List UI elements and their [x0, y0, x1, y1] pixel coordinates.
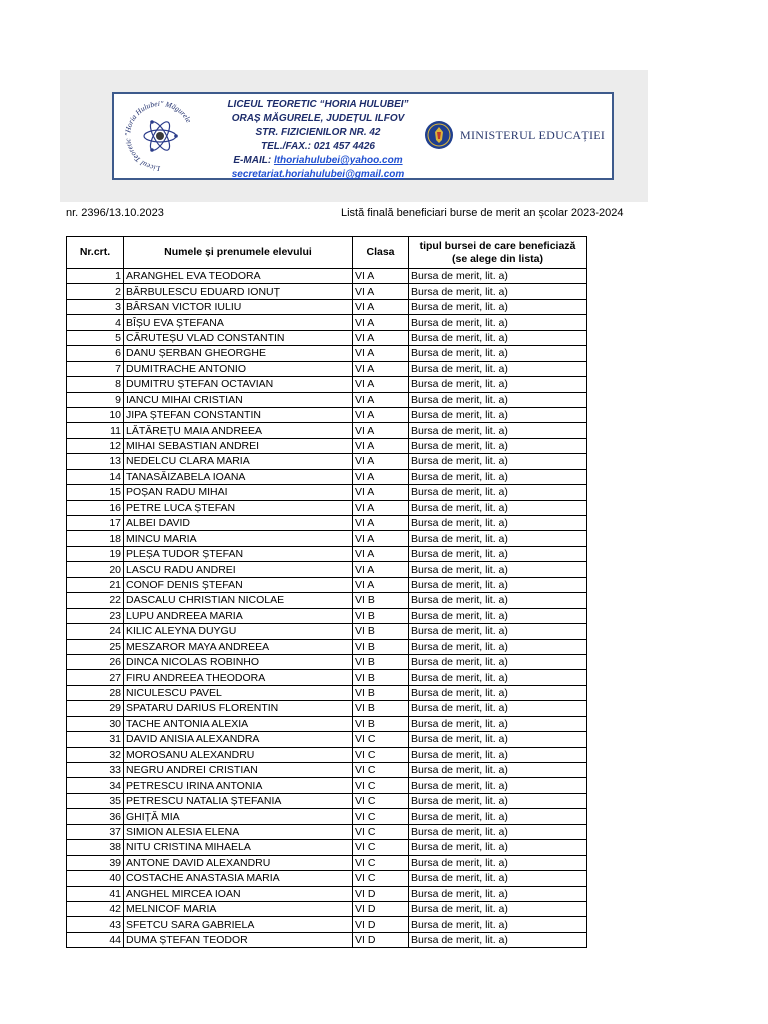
row-number: 34	[67, 778, 124, 793]
table-row	[67, 701, 587, 716]
row-number: 31	[67, 732, 124, 747]
table-row	[67, 654, 587, 669]
scholarship-type: Bursa de merit, lit. a)	[409, 809, 587, 824]
table-row	[67, 407, 587, 422]
row-number: 22	[67, 593, 124, 608]
scholarship-type: Bursa de merit, lit. a)	[409, 778, 587, 793]
school-city: ORAȘ MĂGURELE, JUDEȚUL ILFOV	[231, 113, 405, 124]
student-name: JIPA ȘTEFAN CONSTANTIN	[124, 407, 353, 422]
student-name: IANCU MIHAI CRISTIAN	[124, 392, 353, 407]
student-class: VI A	[353, 299, 409, 314]
header-type-line2: (se alege din lista)	[451, 252, 544, 265]
scholarship-type: Bursa de merit, lit. a)	[409, 685, 587, 700]
row-number: 41	[67, 886, 124, 901]
scholarship-type: Bursa de merit, lit. a)	[409, 454, 587, 469]
table-row	[67, 716, 587, 731]
scholarship-type: Bursa de merit, lit. a)	[409, 793, 587, 808]
student-name: TACHE ANTONIA ALEXIA	[124, 716, 353, 731]
table-row	[67, 392, 587, 407]
student-class: VI C	[353, 732, 409, 747]
student-name: SPATARU DARIUS FLORENTIN	[124, 701, 353, 716]
scholarship-type: Bursa de merit, lit. a)	[409, 392, 587, 407]
header-scholarship-type	[409, 237, 587, 269]
student-name: BÂRSAN VICTOR IULIU	[124, 299, 353, 314]
row-number: 26	[67, 654, 124, 669]
table-body	[67, 269, 587, 948]
student-class: VI B	[353, 593, 409, 608]
scholarship-type: Bursa de merit, lit. a)	[409, 269, 587, 284]
table-row	[67, 608, 587, 623]
student-class: VI A	[353, 516, 409, 531]
document-number: nr. 2396/13.10.2023	[66, 207, 164, 219]
table-row	[67, 346, 587, 361]
student-class: VI B	[353, 701, 409, 716]
student-name: MOROSANU ALEXANDRU	[124, 747, 353, 762]
student-class: VI B	[353, 654, 409, 669]
atom-logo-icon	[118, 96, 202, 176]
row-number: 17	[67, 516, 124, 531]
scholarship-type: Bursa de merit, lit. a)	[409, 423, 587, 438]
student-class: VI B	[353, 624, 409, 639]
email-line	[218, 154, 418, 168]
row-number: 42	[67, 901, 124, 916]
student-class: VI A	[353, 377, 409, 392]
table-row	[67, 562, 587, 577]
scholarship-type: Bursa de merit, lit. a)	[409, 840, 587, 855]
scholarship-type: Bursa de merit, lit. a)	[409, 315, 587, 330]
header-class: Clasa	[353, 237, 409, 269]
row-number: 13	[67, 454, 124, 469]
scholarship-type: Bursa de merit, lit. a)	[409, 546, 587, 561]
scholarship-type: Bursa de merit, lit. a)	[409, 361, 587, 376]
student-class: VI A	[353, 361, 409, 376]
scholarship-type: Bursa de merit, lit. a)	[409, 485, 587, 500]
row-number: 37	[67, 824, 124, 839]
row-number: 19	[67, 546, 124, 561]
student-class: VI D	[353, 901, 409, 916]
student-class: VI C	[353, 871, 409, 886]
student-class: VI D	[353, 932, 409, 947]
scholarship-type: Bursa de merit, lit. a)	[409, 500, 587, 515]
student-class: VI A	[353, 531, 409, 546]
student-name: FIRU ANDREEA THEODORA	[124, 670, 353, 685]
student-name: DINCA NICOLAS ROBINHO	[124, 654, 353, 669]
student-class: VI C	[353, 747, 409, 762]
table-row	[67, 593, 587, 608]
scholarship-type: Bursa de merit, lit. a)	[409, 516, 587, 531]
row-number: 16	[67, 500, 124, 515]
scholarship-type: Bursa de merit, lit. a)	[409, 654, 587, 669]
student-class: VI C	[353, 778, 409, 793]
row-number: 21	[67, 577, 124, 592]
table-row	[67, 516, 587, 531]
row-number: 23	[67, 608, 124, 623]
table-row	[67, 330, 587, 345]
student-class: VI A	[353, 407, 409, 422]
student-class: VI B	[353, 685, 409, 700]
row-number: 44	[67, 932, 124, 947]
row-number: 24	[67, 624, 124, 639]
student-class: VI D	[353, 886, 409, 901]
row-number: 40	[67, 871, 124, 886]
student-name: DUMITRACHE ANTONIO	[124, 361, 353, 376]
student-class: VI C	[353, 809, 409, 824]
student-name: MINCU MARIA	[124, 531, 353, 546]
row-number: 25	[67, 639, 124, 654]
table-row	[67, 747, 587, 762]
student-class: VI C	[353, 824, 409, 839]
student-class: VI B	[353, 608, 409, 623]
svg-text:Liceul Teoretic "Horia Hulubei: Liceul Teoretic "Horia Hulubei" Măgurele	[123, 98, 194, 174]
table-row	[67, 886, 587, 901]
school-phone: TEL./FAX.: 021 457 4426	[261, 141, 375, 152]
student-class: VI A	[353, 346, 409, 361]
student-class: VI A	[353, 392, 409, 407]
ministry-logo	[424, 120, 605, 150]
scholarship-type: Bursa de merit, lit. a)	[409, 577, 587, 592]
row-number: 30	[67, 716, 124, 731]
table-row	[67, 685, 587, 700]
table-row	[67, 917, 587, 932]
scholarship-type: Bursa de merit, lit. a)	[409, 716, 587, 731]
student-name: PLEȘA TUDOR ȘTEFAN	[124, 546, 353, 561]
row-number: 7	[67, 361, 124, 376]
letterhead	[112, 92, 614, 180]
student-class: VI B	[353, 716, 409, 731]
scholarship-type: Bursa de merit, lit. a)	[409, 901, 587, 916]
row-number: 28	[67, 685, 124, 700]
scholarship-type: Bursa de merit, lit. a)	[409, 886, 587, 901]
row-number: 32	[67, 747, 124, 762]
student-name: MESZAROR MAYA ANDREEA	[124, 639, 353, 654]
table-row	[67, 855, 587, 870]
student-name: DUMA ȘTEFAN TEODOR	[124, 932, 353, 947]
table-row	[67, 932, 587, 947]
student-class: VI A	[353, 577, 409, 592]
student-class: VI A	[353, 469, 409, 484]
student-name: NITU CRISTINA MIHAELA	[124, 840, 353, 855]
student-class: VI A	[353, 485, 409, 500]
table-row	[67, 531, 587, 546]
scholarship-type: Bursa de merit, lit. a)	[409, 747, 587, 762]
row-number: 5	[67, 330, 124, 345]
table-row	[67, 377, 587, 392]
student-class: VI C	[353, 855, 409, 870]
student-class: VI A	[353, 438, 409, 453]
student-name: ANTONE DAVID ALEXANDRU	[124, 855, 353, 870]
student-name: NEDELCU CLARA MARIA	[124, 454, 353, 469]
row-number: 6	[67, 346, 124, 361]
scholarship-type: Bursa de merit, lit. a)	[409, 855, 587, 870]
scholarship-type: Bursa de merit, lit. a)	[409, 824, 587, 839]
row-number: 1	[67, 269, 124, 284]
student-class: VI C	[353, 840, 409, 855]
student-name: ANGHEL MIRCEA IOAN	[124, 886, 353, 901]
student-name: KILIC ALEYNA DUYGU	[124, 624, 353, 639]
ministry-crest-icon	[424, 120, 454, 150]
table-row	[67, 269, 587, 284]
scholarship-type: Bursa de merit, lit. a)	[409, 346, 587, 361]
school-logo	[118, 96, 202, 176]
table-row	[67, 577, 587, 592]
table-row	[67, 438, 587, 453]
row-number: 8	[67, 377, 124, 392]
table-row	[67, 546, 587, 561]
student-name: LASCU RADU ANDREI	[124, 562, 353, 577]
scholarship-type: Bursa de merit, lit. a)	[409, 871, 587, 886]
student-name: LĂTĂREȚU MAIA ANDREEA	[124, 423, 353, 438]
table-header-row	[67, 237, 587, 269]
student-name: CONOF DENIS ȘTEFAN	[124, 577, 353, 592]
table-row	[67, 624, 587, 639]
row-number: 9	[67, 392, 124, 407]
ministry-name: MINISTERUL EDUCAȚIEI	[460, 127, 606, 142]
scholarship-type: Bursa de merit, lit. a)	[409, 701, 587, 716]
scholarship-type: Bursa de merit, lit. a)	[409, 639, 587, 654]
scholarship-type: Bursa de merit, lit. a)	[409, 917, 587, 932]
student-class: VI A	[353, 454, 409, 469]
table-row	[67, 763, 587, 778]
table-row	[67, 901, 587, 916]
scholarship-type: Bursa de merit, lit. a)	[409, 593, 587, 608]
student-name: PETRESCU NATALIA ȘTEFANIA	[124, 793, 353, 808]
student-name: SFETCU SARA GABRIELA	[124, 917, 353, 932]
table-row	[67, 299, 587, 314]
student-class: VI A	[353, 562, 409, 577]
school-name: LICEUL TEORETIC “HORIA HULUBEI”	[227, 99, 409, 110]
student-name: LUPU ANDREEA MARIA	[124, 608, 353, 623]
table-row	[67, 824, 587, 839]
table-row	[67, 284, 587, 299]
row-number: 11	[67, 423, 124, 438]
student-name: GHIȚĂ MIA	[124, 809, 353, 824]
student-class: VI A	[353, 284, 409, 299]
scholarship-type: Bursa de merit, lit. a)	[409, 330, 587, 345]
email-link-gmail[interactable]: secretariat.horiahulubei@gmail.com	[231, 169, 405, 180]
student-name: CĂRUTEȘU VLAD CONSTANTIN	[124, 330, 353, 345]
row-number: 3	[67, 299, 124, 314]
scholarship-type: Bursa de merit, lit. a)	[409, 407, 587, 422]
scholarship-type: Bursa de merit, lit. a)	[409, 469, 587, 484]
email-label: E-MAIL:	[233, 155, 274, 166]
school-street: STR. FIZICIENILOR NR. 42	[255, 127, 381, 138]
scholarship-type: Bursa de merit, lit. a)	[409, 732, 587, 747]
student-name: PETRE LUCA ȘTEFAN	[124, 500, 353, 515]
student-name: SIMION ALESIA ELENA	[124, 824, 353, 839]
table-row	[67, 454, 587, 469]
scholarship-type: Bursa de merit, lit. a)	[409, 624, 587, 639]
table-row	[67, 423, 587, 438]
header-name: Numele și prenumele elevului	[124, 237, 353, 269]
scholarship-type: Bursa de merit, lit. a)	[409, 531, 587, 546]
student-class: VI A	[353, 546, 409, 561]
table-row	[67, 840, 587, 855]
row-number: 38	[67, 840, 124, 855]
table-row	[67, 639, 587, 654]
student-name: TANASĂIZABELA IOANA	[124, 469, 353, 484]
table-row	[67, 793, 587, 808]
table-row	[67, 809, 587, 824]
scholarship-type: Bursa de merit, lit. a)	[409, 763, 587, 778]
scholarship-type: Bursa de merit, lit. a)	[409, 670, 587, 685]
row-number: 35	[67, 793, 124, 808]
row-number: 4	[67, 315, 124, 330]
table-row	[67, 485, 587, 500]
student-class: VI B	[353, 670, 409, 685]
scholarship-type: Bursa de merit, lit. a)	[409, 299, 587, 314]
student-name: NEGRU ANDREI CRISTIAN	[124, 763, 353, 778]
row-number: 14	[67, 469, 124, 484]
row-number: 39	[67, 855, 124, 870]
row-number: 18	[67, 531, 124, 546]
student-class: VI A	[353, 500, 409, 515]
table-row	[67, 469, 587, 484]
scholarship-type: Bursa de merit, lit. a)	[409, 562, 587, 577]
student-name: MELNICOF MARIA	[124, 901, 353, 916]
row-number: 15	[67, 485, 124, 500]
student-name: COSTACHE ANASTASIA MARIA	[124, 871, 353, 886]
student-name: POȘAN RADU MIHAI	[124, 485, 353, 500]
row-number: 43	[67, 917, 124, 932]
row-number: 27	[67, 670, 124, 685]
header-nr: Nr.crt.	[67, 237, 124, 269]
email-link-yahoo[interactable]: lthoriahulubei@yahoo.com	[273, 155, 403, 166]
scholarship-type: Bursa de merit, lit. a)	[409, 438, 587, 453]
row-number: 10	[67, 407, 124, 422]
scholarship-type: Bursa de merit, lit. a)	[409, 932, 587, 947]
table-row	[67, 871, 587, 886]
row-number: 36	[67, 809, 124, 824]
row-number: 2	[67, 284, 124, 299]
document-title: Listă finală beneficiari burse de merit an școlar 2023-2024	[341, 207, 624, 219]
table-row	[67, 732, 587, 747]
scholarship-type: Bursa de merit, lit. a)	[409, 608, 587, 623]
student-name: MIHAI SEBASTIAN ANDREI	[124, 438, 353, 453]
student-class: VI A	[353, 330, 409, 345]
student-class: VI B	[353, 639, 409, 654]
table-row	[67, 500, 587, 515]
student-name: NICULESCU PAVEL	[124, 685, 353, 700]
student-name: BÎȘU EVA ȘTEFANA	[124, 315, 353, 330]
row-number: 29	[67, 701, 124, 716]
table-row	[67, 670, 587, 685]
row-number: 20	[67, 562, 124, 577]
header-type-line1: tipul bursei de care beneficiază	[419, 239, 576, 252]
student-class: VI A	[353, 269, 409, 284]
student-class: VI C	[353, 763, 409, 778]
student-name: ALBEI DAVID	[124, 516, 353, 531]
scholarship-table	[66, 236, 587, 948]
scholarship-type: Bursa de merit, lit. a)	[409, 284, 587, 299]
student-name: PETRESCU IRINA ANTONIA	[124, 778, 353, 793]
student-name: DUMITRU ȘTEFAN OCTAVIAN	[124, 377, 353, 392]
student-class: VI D	[353, 917, 409, 932]
school-contact-block	[218, 98, 418, 182]
scholarship-type: Bursa de merit, lit. a)	[409, 377, 587, 392]
student-class: VI A	[353, 423, 409, 438]
student-name: ARANGHEL EVA TEODORA	[124, 269, 353, 284]
row-number: 12	[67, 438, 124, 453]
table-row	[67, 315, 587, 330]
student-name: DANU ȘERBAN GHEORGHE	[124, 346, 353, 361]
student-class: VI A	[353, 315, 409, 330]
row-number: 33	[67, 763, 124, 778]
student-class: VI C	[353, 793, 409, 808]
student-name: DAVID ANISIA ALEXANDRA	[124, 732, 353, 747]
student-name: DASCALU CHRISTIAN NICOLAE	[124, 593, 353, 608]
table-row	[67, 361, 587, 376]
table-row	[67, 778, 587, 793]
student-name: BĂRBULESCU EDUARD IONUȚ	[124, 284, 353, 299]
